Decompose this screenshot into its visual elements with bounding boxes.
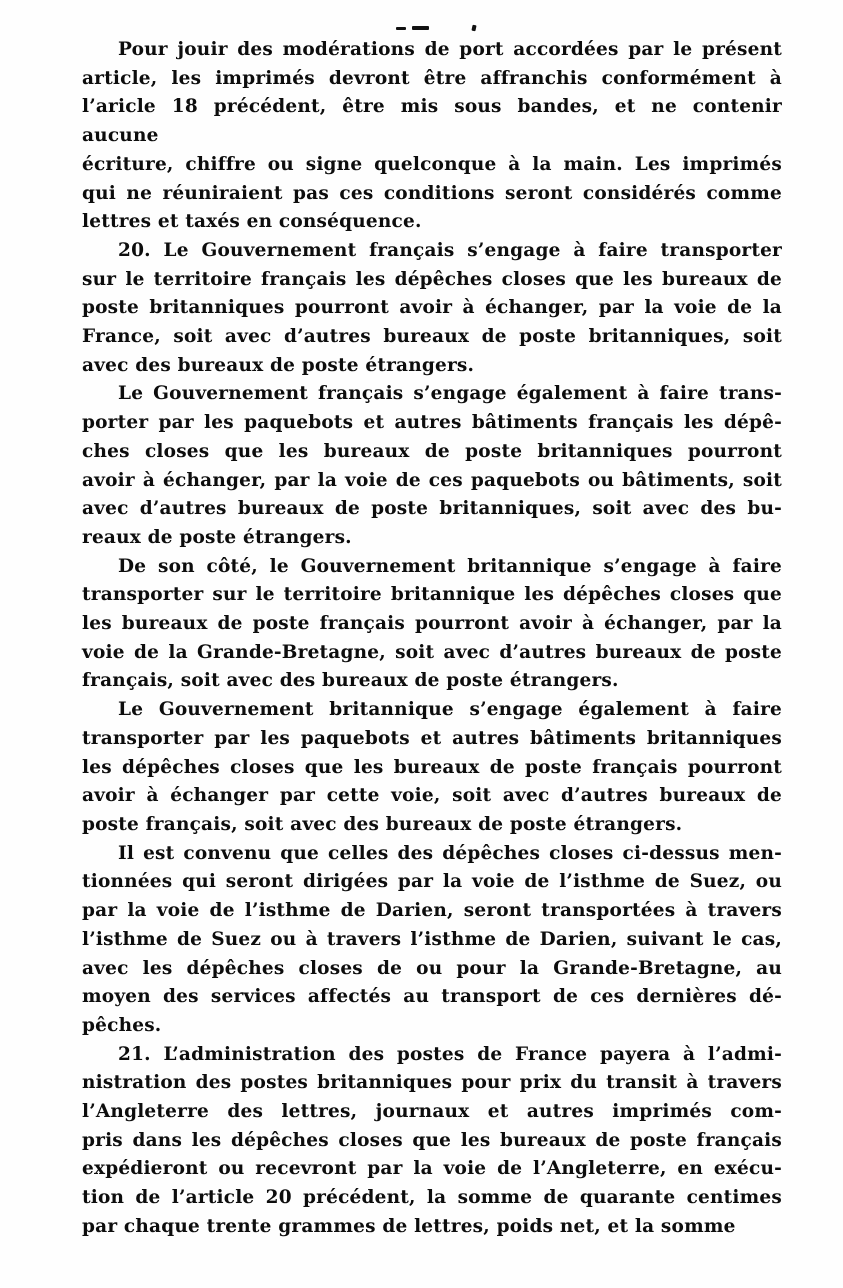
ink-speck [412, 26, 429, 30]
text-line: ches closes que les bureaux de poste britanniques pourront [82, 440, 782, 462]
text-line: avoir à échanger, par la voie de ces paquebots ou bâtiments, soit [82, 469, 782, 491]
text-line: tion de l’article 20 précédent, la somme de quarante centimes [82, 1187, 782, 1209]
text-line: Le Gouvernement britannique s’engage également à faire [118, 699, 782, 721]
page-text [82, 36, 782, 1242]
text-line: sur le territoire français les dépêches closes que les bureaux de [82, 268, 782, 290]
paragraph [82, 380, 782, 552]
text-line: transporter sur le territoire britannique les dépêches closes que [82, 584, 782, 606]
text-line: qui ne réuniraient pas ces conditions seront considérés comme [82, 182, 782, 204]
ink-speck [471, 25, 476, 32]
text-line: les dépêches closes que les bureaux de poste français pourront [82, 756, 782, 778]
text-line: avoir à échanger par cette voie, soit avec d’autres bureaux de [82, 785, 782, 807]
text-line: reaux de poste étrangers. [82, 526, 352, 548]
text-line: article, les imprimés devront être affranchis conformément à [82, 67, 782, 89]
text-line: De son côté, le Gouvernement britannique s’engage à faire [118, 555, 782, 577]
text-line: poste britanniques pourront avoir à échanger, par la voie de la [82, 297, 782, 319]
text-line: transporter par les paquebots et autres bâtiments britanniques [82, 727, 782, 749]
text-line: moyen des services affectés au transport de ces dernières dé- [82, 986, 782, 1008]
text-line: l’aricle 18 précédent, être mis sous bandes, et ne contenir aucune [82, 96, 782, 147]
text-line: 21. L’administration des postes de France payera à l’admi- [118, 1043, 782, 1065]
text-line: l’Angleterre des lettres, journaux et autres imprimés com- [82, 1101, 782, 1123]
text-line: voie de la Grande-Bretagne, soit avec d’autres bureaux de poste [82, 641, 782, 663]
paragraph [82, 696, 782, 840]
text-line: écriture, chiffre ou signe quelconque à la main. Les imprimés [82, 153, 782, 175]
text-line: les bureaux de poste français pourront avoir à échanger, par la [82, 613, 782, 635]
text-line: avec les dépêches closes de ou pour la Grande-Bretagne, au [82, 957, 782, 979]
text-line: poste français, soit avec des bureaux de poste étrangers. [82, 813, 683, 835]
paragraph [82, 1041, 782, 1242]
text-line: Le Gouvernement français s’engage également à faire trans- [118, 383, 782, 405]
text-line: par la voie de l’isthme de Darien, seront transportées à travers [82, 900, 782, 922]
text-line: pris dans les dépêches closes que les bureaux de poste français [82, 1129, 782, 1151]
text-line: porter par les paquebots et autres bâtiments français les dépê- [82, 412, 782, 434]
text-line: tionnées qui seront dirigées par la voie de l’isthme de Suez, ou [82, 871, 782, 893]
text-line: l’isthme de Suez ou à travers l’isthme de Darien, suivant le cas, [82, 928, 782, 950]
paragraph [82, 840, 782, 1041]
text-line: avec des bureaux de poste étrangers. [82, 354, 475, 376]
text-line: pêches. [82, 1014, 162, 1036]
text-line: Il est convenu que celles des dépêches closes ci-dessus men- [118, 842, 782, 864]
text-line: expédieront ou recevront par la voie de l’Angleterre, en exécu- [82, 1158, 782, 1180]
text-line: par chaque trente grammes de lettres, poids net, et la somme [82, 1215, 736, 1237]
text-line: français, soit avec des bureaux de poste étrangers. [82, 670, 619, 692]
paragraph [82, 237, 782, 381]
text-line: nistration des postes britanniques pour prix du transit à travers [82, 1072, 782, 1094]
text-line: 20. Le Gouvernement français s’engage à faire transporter [118, 239, 782, 261]
paragraph [82, 36, 782, 237]
text-line: Pour jouir des modérations de port accordées par le présent [118, 39, 782, 60]
ink-speck [396, 27, 406, 30]
text-line: lettres et taxés en conséquence. [82, 211, 422, 233]
text-line: France, soit avec d’autres bureaux de poste britanniques, soit [82, 326, 782, 348]
paragraph [82, 553, 782, 697]
text-line: avec d’autres bureaux de poste britanniques, soit avec des bu- [82, 498, 782, 520]
